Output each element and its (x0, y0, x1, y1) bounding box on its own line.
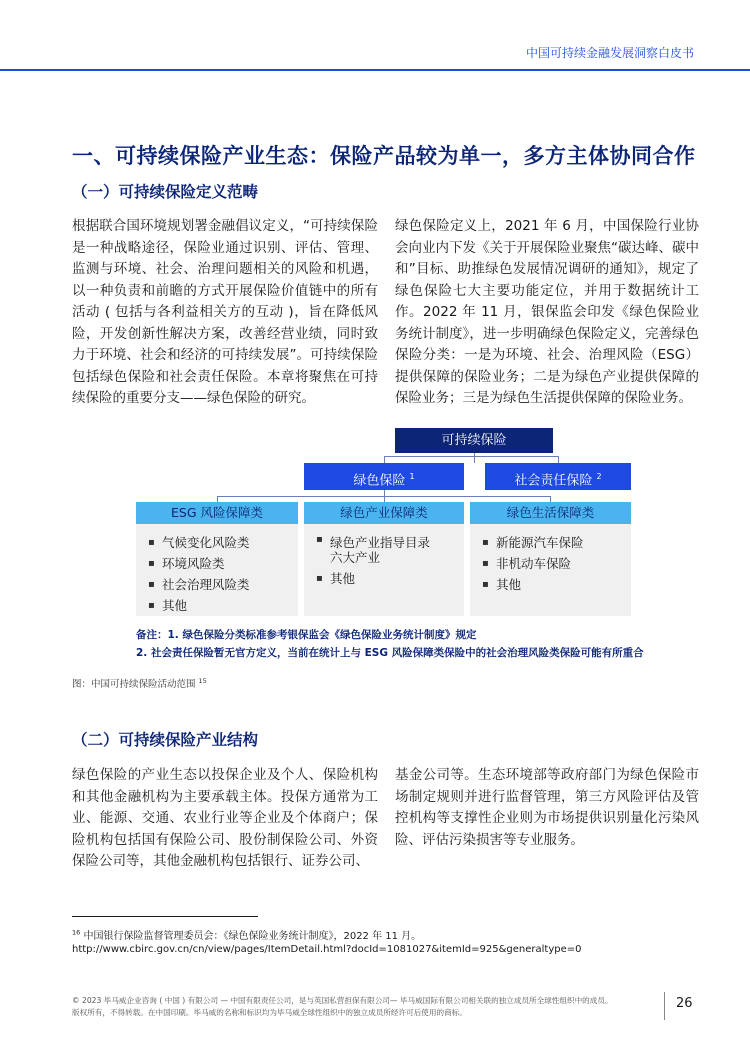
diagram-note-2: 2. 社会责任保险暂无官方定义，当前在统计上与 ESG 风险保障类保险中的社会治理风险类保险可能有所重合 (136, 647, 644, 659)
connector-to-social (558, 456, 559, 463)
header-rule (0, 69, 750, 71)
diagram-category-esg-risk-items (136, 524, 298, 616)
section-heading: 一、可持续保险产业生态：保险产品较为单一，多方主体协同合作 (72, 144, 696, 168)
paragraph-industry-ecosystem: 绿色保险的产业生态以投保企业及个人、保险机构和其他金融机构为主要承载主体。投保方通常为工业、能源、交通、农业行业等企业及个体商户；保险机构包括国有保险公司、股份制保险公司、外资保险公司等，其他金融机构包括银行、证券公司、 (72, 767, 378, 869)
paragraph-regulators-and-services: 基金公司等。生态环境部等政府部门为绿色保险市场制定规则并进行监督管理，第三方风险评估及管控机构等支撑性企业则为市场提供识别量化污染风险、评估污染损害等专业服务。 (395, 767, 699, 848)
list-item: ▪ 气候变化风险类 (148, 532, 292, 553)
paragraph-green-insurance-definition: 绿色保险定义上，2021 年 6 月，中国保险行业协会向业内下发《关于开展保险业聚焦“碳达峰、碳中和”目标、助推绿色发展情况调研的通知》，规定了绿色保险七大主要功能定位，并用于数据统计工作。2022 年 11 月，银保监会印发《绿色保险业务统计制度》，进一步明确绿色保险定义，完善绿色保险分类：一是为环境、社会、治理风险（ESG）提供保障的保险业务；二是为绿色产业提供保障的保险业务；三是为绿色生活提供保障的保险业务。 (395, 218, 699, 406)
diagram-category-green-industry-items (304, 524, 464, 616)
green-insurance-label: 绿色保险 (353, 473, 406, 489)
diagram-root-node: 可持续保险 (395, 428, 553, 453)
diagram-category-green-life-items (470, 524, 631, 616)
esg-risk-list (136, 524, 298, 616)
green-life-list (470, 524, 631, 595)
figure-caption-text: 图：中国可持续保险活动范围 (72, 679, 196, 690)
body-column-left-bottom (72, 765, 378, 873)
list-item: ▪ 其他 (316, 568, 458, 589)
body-column-right-top (395, 216, 699, 410)
footnote-citation (72, 927, 421, 942)
connector-to-green (384, 456, 385, 463)
list-item: ▪ 绿色产业指导目录六大产业 (316, 532, 436, 568)
diagram-node-social-responsibility-insurance (485, 463, 631, 490)
figure-footnote-marker: 15 (198, 676, 207, 685)
body-column-left-top (72, 216, 378, 410)
diagram-category-green-industry: 绿色产业保障类 (304, 502, 464, 524)
footnote-text: 中国银行保险监督管理委员会：《绿色保险业务统计制度》，2022 年 11 月。 (83, 931, 422, 942)
subsection-heading-structure: （二）可持续保险产业结构 (72, 731, 259, 749)
list-item: ▪ 新能源汽车保险 (482, 532, 625, 553)
footer-divider (664, 992, 665, 1020)
paragraph-sustainable-insurance-definition: 根据联合国环境规划署金融倡议定义，“可持续保险是一种战略途径，保险业通过识别、评估、管理、监测与环境、社会、治理问题相关的风险和机遇，以一种负责和前瞻的方式开展保险价值链中的所有活动 ( 包括与各利益相关方的互动 )，旨在降低风险，开发创新性解决方案，改善经营业绩，同时致力于环境、社会和经济的可持续发展”。可持续保险包括绿色保险和社会责任保险。本章将聚焦在可持续保险的重要分支——绿色保险的研究。 (72, 218, 378, 406)
footnote-rule (72, 916, 258, 917)
footnote-number: 16 (72, 928, 81, 937)
figure-caption (72, 676, 207, 690)
copyright-line: © 2023 毕马威企业咨询 ( 中国 ) 有限公司 — 中国有限责任公司，是与英国私营担保有限公司— 毕马威国际有限公司相关联的独立成员所全球性组织中的成员。 (72, 996, 613, 1005)
connector-root-bar (384, 456, 558, 457)
page-number: 26 (676, 996, 693, 1011)
footnote-url: http://www.cbirc.gov.cn/cn/view/pages/ItemDetail.html?docId=1081027&itemId=925&generaltype=0 (72, 944, 582, 955)
subsection-heading-definition: （一）可持续保险定义范畴 (72, 183, 259, 201)
diagram-category-esg-risk: ESG 风险保障类 (136, 502, 298, 524)
body-column-right-bottom (395, 765, 699, 851)
diagram-note-1: 备注：1. 绿色保险分类标准参考银保监会《绿色保险业务统计制度》规定 (136, 629, 477, 641)
diagram-node-green-insurance (304, 463, 464, 490)
running-header-title: 中国可持续金融发展洞察白皮书 (525, 46, 694, 60)
list-item: ▪ 其他 (482, 574, 625, 595)
social-insurance-label: 社会责任保险 (514, 473, 593, 489)
green-industry-list (304, 524, 464, 589)
connector-root-down (474, 453, 475, 463)
list-item: ▪ 其他 (148, 595, 292, 616)
social-insurance-note-marker: 2 (596, 472, 602, 481)
green-insurance-note-marker: 1 (409, 472, 415, 481)
list-item: ▪ 社会治理风险类 (148, 574, 292, 595)
rights-line: 版权所有，不得转载。在中国印刷。毕马威的名称和标识均为毕马威全球性组织中的独立成员所经许可后使用的商标。 (72, 1008, 467, 1017)
list-item: ▪ 非机动车保险 (482, 553, 625, 574)
list-item: ▪ 环境风险类 (148, 553, 292, 574)
diagram-category-green-life: 绿色生活保障类 (470, 502, 631, 524)
